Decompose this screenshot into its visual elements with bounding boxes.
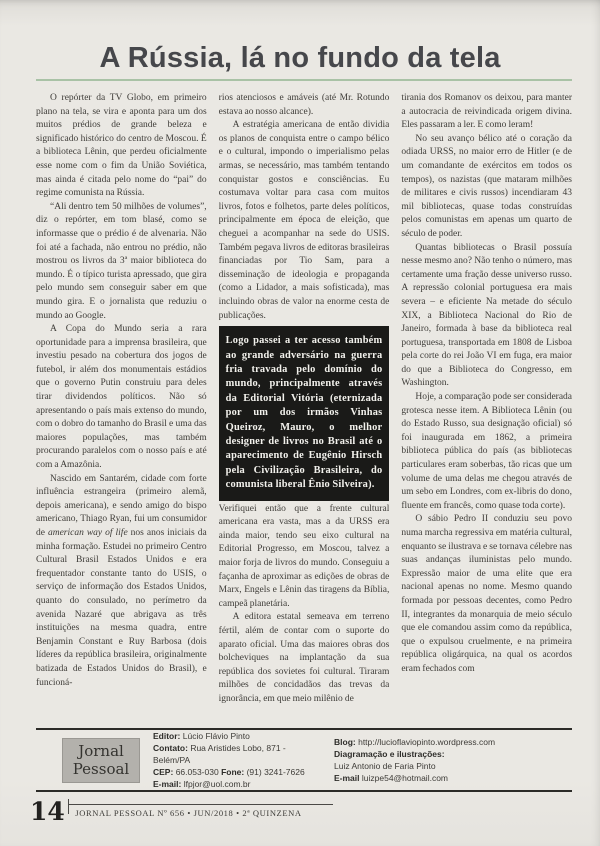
paragraph: Hoje, a comparação pode ser considerada grotesca nesse item. A Biblioteca Lênin (ou do Estado Russo, sua designação oficial) só foi inaugurada em 1862, a primeira biblioteca pública do país (as bibliotecas particulares eram soberbas, tão ricas que um volume de uma delas me chegou através de um sebo em Londres, com ex-libris do dono, fluente em francês, como quase toda corte). xyxy=(401,392,573,511)
paragraph: No seu avanço bélico até o coração da odiada URSS, no maior erro de Hitler (e de um comandante de exércitos em todos os tempos), os nazistas (que mataram milhões de militares e civis russos) incendiaram 43 mil bibliotecas, quase todas construídas pelos comunistas em apenas um quarto de século de poder. xyxy=(401,133,573,239)
blog-label: Blog: xyxy=(334,737,356,747)
diagramacao-line xyxy=(334,748,572,760)
column-1 xyxy=(36,92,207,712)
email2-value: luizpe54@hotmail.com xyxy=(361,773,449,783)
masthead-contact-info xyxy=(153,730,321,790)
masthead-blog-info xyxy=(334,736,572,784)
cep-fone-line xyxy=(153,766,321,778)
column-2 xyxy=(219,92,390,712)
editor-label: Editor: xyxy=(153,731,181,741)
paragraph-text: Nascido em Santarém, cidade com forte influência estrangeira (primeiro alemã, depois americana), e sendo amigo do bispo americano, Thiago Ryan, fui um consumidor de xyxy=(36,473,207,538)
paragraph: A estratégia americana de então dividia os planos de conquista entre o campo bélico e o cultural, impondo o imperialismo pelas armas, se necessário, mas também tentando conquistar gostos e consciências. Eu costumava voltar para casa com muitos livros, fotos e folhetos, parte deles políticos, principalmente em época de eleição, que cheguei a acompanhar na sede do USIS. Também pegava livros de editoras brasileiras financiadas por Tio Sam, para a disseminação de ideologia e propaganda (como a Lidador, a mais sofisticada), mas incluindo obras de valor na enorme cesta de publicações. xyxy=(218,120,390,321)
paragraph: A Copa do Mundo seria a rara oportunidade para a imprensa brasileira, que investiu pesado na cobertura dos jogos de futebol, ir além dos monumentais estádios que o governo Putin construiu para deles tirar dividendos políticos. Não só apresentando o país mais extenso do mundo, com o dobro do tamanho do Brasil e uma das maiores populações, mas também procurando paralelos com o nosso país e até com a Amazônia. xyxy=(36,324,207,471)
diagramacao-label: Diagramação e ilustrações: xyxy=(334,749,445,759)
fone-label: Fone: xyxy=(221,767,245,777)
paragraph: Quantas bibliotecas o Brasil possuía nesse mesmo ano? Não tenho o número, mas certamente uma fração desse universo russo. A repressão colonial portuguesa era mais severa – e eficiente Na metade do século XIX, a Biblioteca Nacional do Rio de Janeiro, formada à base da biblioteca real portuguesa, transportada em 1808 de Lisboa pela corte do rei João VI em fuga, era maior do que a Biblioteca do Congresso, em Washington. xyxy=(401,242,573,389)
cep-label: CEP: xyxy=(153,767,174,777)
email2-line xyxy=(334,772,572,784)
highlighted-pull-quote: Logo passei a ter acesso também ao grande adversário na guerra fria travada pelo domínio do mundo, principalmente através da Editorial Vitória (eternizada por um dos irmãos Vinhas Queiroz, Mauro, o melhor designer de livros no Brasil até o aparecimento de Eugênio Hirsch pela Civilização Brasileira, do comunista liberal Ênio Silveira). xyxy=(219,326,390,500)
email-label: E-mail: xyxy=(153,779,182,789)
italic-phrase: american way of life xyxy=(47,528,128,538)
page-footer xyxy=(30,799,333,824)
fone-value: (91) 3241-7626 xyxy=(246,767,305,777)
blog-line xyxy=(334,736,572,748)
editor-line xyxy=(153,730,321,742)
blog-url: http://lucioflaviopinto.wordpress.com xyxy=(358,737,496,747)
diagramador-name: Luiz Antonio de Faria Pinto xyxy=(334,761,436,771)
paragraph: Verifiquei então que a frente cultural americana era vasta, mas a da URSS era ainda maior, tendo seu eixo cultural na Editorial Progresso, em Moscou, talvez a maior forja de livros do mundo. Conseguiu a façanha de aproximar as edições de obras de Marx, Engels e Lênin das tiragens da Bíblia, campeã planetária. xyxy=(218,503,390,609)
editor-name: Lúcio Flávio Pinto xyxy=(182,731,250,741)
column-3 xyxy=(401,92,572,712)
paragraph: O sábio Pedro II conduziu seu povo numa marcha regressiva em matéria cultural, enquanto se ilustrava e se tornava célebre nas suas andanças iluministas pelo mundo. Expressão maior de uma elite que era nacional apenas no nome. Mesmo quando formada por pessoas decentes, como Pedro II, integrantes da monarquia de meio século que ele comandou assim como da república, que o expulsou cruelmente, e na primeira república oligárquica, na qual os acordos eram fechados com xyxy=(401,514,573,674)
logo-line: Pessoal xyxy=(72,760,130,778)
email-value: lfpjor@uol.com.br xyxy=(183,779,251,789)
paragraph: O repórter da TV Globo, em primeiro plano na tela, se vira e aponta para um dos muitos prédios de grande beleza e significado histórico do centro de Moscou. É a biblioteca Lênin, que perdeu oficialmente esse nome com o fim da União Soviética, mas ainda é citada pelo nome do “pai” do regime comunista na Rússia. xyxy=(36,93,207,199)
paragraph-text: nos anos iniciais da minha formação. Estudei no primeiro Centro Cultural Brasil Estados Unidos e era frequentador constante tanto do USIS, o serviço de informação dos Estados Unidos, quanto do consulado, no perímetro da avenida Nazaré que abrigava as três instituições na mesma quadra, entre Benjamin Constant e Ruy Barbosa (dois líderes da república brasileira, originalmente batizada de Estados Unidos do Brasil), e funcioná- xyxy=(36,528,207,688)
issue-caption: JORNAL PESSOAL Nº 656 • JUN/2018 • 2ª QUINZENA xyxy=(69,804,333,818)
email-line xyxy=(153,778,321,790)
paragraph: A editora estatal semeava em terreno fértil, além de contar com o suporte do aparato oficial. Uma das maiores obras dos bolcheviques na implantação da sua república dos sovietes foi cultural. Tiraram milhões de concidadãos das trevas da ignorância, em que meio milênio de xyxy=(218,612,390,704)
contato-line xyxy=(153,742,321,766)
logo-line: Jornal xyxy=(78,741,124,760)
article-title: A Rússia, lá no fundo da tela xyxy=(99,42,501,74)
email2-label: E-mail xyxy=(334,773,360,783)
page-number: 14 xyxy=(30,797,65,826)
paragraph: “Ali dentro tem 50 milhões de volumes”, diz o repórter, em tom blasé, como se informasse que o prédio é de alvenaria. Não foi até a fachada, não entrou no prédio, não mostrou os livros da 3ª maior biblioteca do mundo. É o típico turista apressado, que gira pelo mundo sem conseguir saber em que mundo gira. E o jornalista que reduziu o mundo ao Google. xyxy=(36,201,207,321)
masthead-box xyxy=(36,728,572,792)
cep-value: 66.053-030 xyxy=(175,767,219,777)
contato-value: Rua Aristides Lobo, 871 - Belém/PA xyxy=(153,743,286,765)
article-body xyxy=(0,81,600,712)
paragraph: tirania dos Romanov os deixou, para manter a autocracia de reivindicada origem divina. Eles passaram a ler. E como leram! xyxy=(401,93,573,131)
jornal-pessoal-logo xyxy=(62,738,140,783)
paragraph: rios atenciosos e amáveis (até Mr. Rotundo estava ao nosso alcance). xyxy=(218,93,390,117)
paragraph xyxy=(36,473,207,691)
contato-label: Contato: xyxy=(153,743,188,753)
